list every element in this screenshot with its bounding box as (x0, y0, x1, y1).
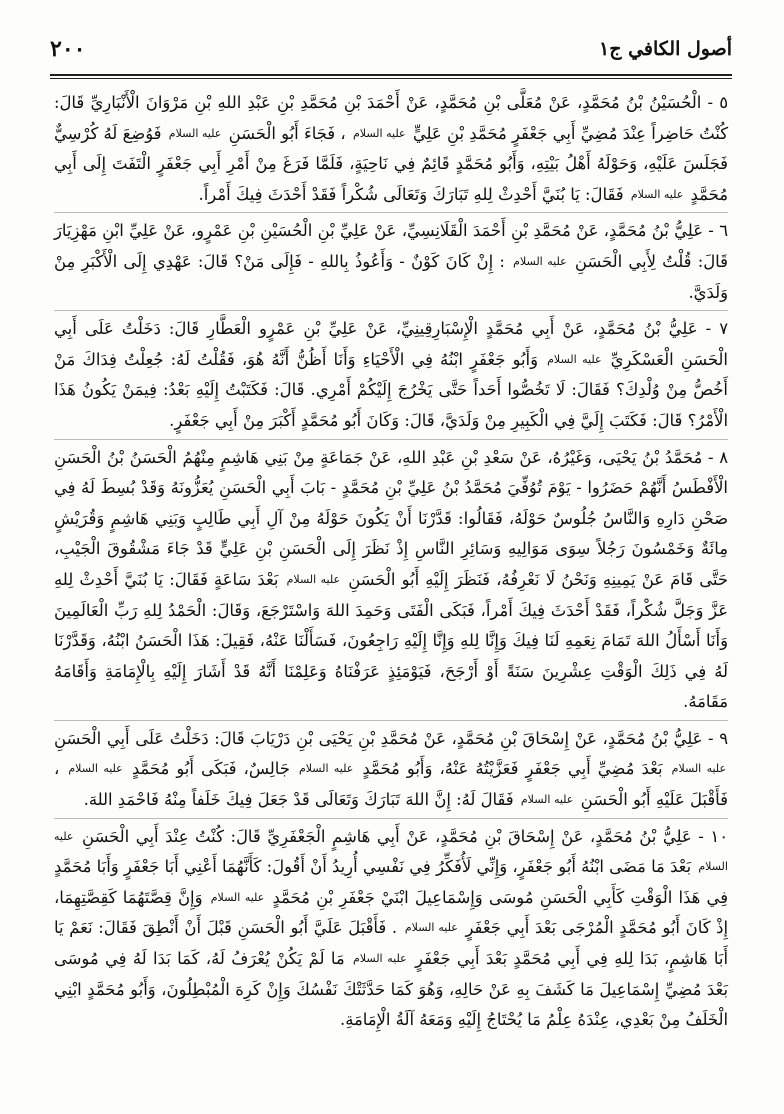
hadith-paragraph (54, 822, 728, 1036)
honorific-mark: عليه السلام (630, 187, 684, 201)
honorific-mark: عليه السلام (168, 126, 222, 140)
hadith-paragraph (54, 314, 728, 436)
hadith-paragraph (54, 443, 728, 718)
text-segment: مَا لَمْ يَكُنْ يُعْرَفُ لَهُ، كَمَا بَدَا لَهُ فِي مُوسَى بَعْدَ مُضِيِّ إِسْمَاعِيلَ مَا كَشَفَ بِهِ عَنْ حَالِهِ، وَهُوَ كَمَا حَدَّثَتْكَ نَفْسُكَ وَإِنْ كَرِهَ الْمُبْطِلُونَ، وَأَبُو مُحَمَّدٍ ابْنِي الْخَلَفُ مِنْ بَعْدِي، عِنْدَهُ عِلْمُ مَا يُحْتَاجُ إِلَيْهِ وَمَعَهُ آلَةُ الْإِمَامَةِ. (54, 949, 728, 1030)
text-segment: ٥ - الْحُسَيْنُ بْنُ مُحَمَّدٍ، عَنْ مُعَلَّى بْنِ مُحَمَّدٍ، عَنْ أَحْمَدَ بْنِ مُحَمَّدِ بْنِ عَبْدِ اللهِ بْنِ مَرْوَانَ الْأَنْبَارِيِّ قَالَ: كُنْتُ حَاضِراً عِنْدَ مُضِيِّ أَبِي جَعْفَرٍ مُحَمَّدِ بْنِ عَلِيٍّ (54, 93, 728, 143)
header-rule (50, 74, 732, 79)
text-segment: ٩ - عَلِيُّ بْنُ مُحَمَّدٍ، عَنْ إِسْحَاقَ بْنِ مُحَمَّدٍ، عَنْ مُحَمَّدِ بْنِ يَحْيَى بْنِ دَرْيَابَ قَالَ: دَخَلْتُ عَلَى أَبِي الْحَسَنِ (54, 728, 728, 748)
paragraph-divider (54, 720, 728, 721)
paragraph-divider (54, 310, 728, 311)
paragraph-divider (54, 818, 728, 819)
text-segment: جَالِسٌ، فَبَكَى أَبُو مُحَمَّدٍ (131, 759, 290, 779)
honorific-mark: عليه السلام (54, 829, 728, 874)
text-segment: وَإِنَّ قِصَّتَهُمَا كَقِصَّتِهِمَا، إِذْ كَانَ أَبُو مُحَمَّدٍ الْمُرْجَى بَعْدَ أَبِي جَعْفَرٍ (54, 887, 729, 938)
running-title: أصول الكافي ج١ (598, 38, 732, 60)
page-number: ٢٠٠ (50, 36, 86, 62)
text-segment: فَقَالَ: يَا بُنَيَّ أَحْدِثْ لِلهِ تَبَارَكَ وَتَعَالَى شُكْراً فَقَدْ أَحْدَثَ فِيكَ أَمْراً. (198, 184, 624, 204)
hadith-paragraph (54, 216, 728, 308)
honorific-mark: عليه السلام (513, 254, 567, 268)
text-segment: بَعْدَ مُضِيِّ أَبِي جَعْفَرٍ فَعَزَّيْتُهُ عَنْهُ، وَأَبُو مُحَمَّدٍ (362, 759, 663, 779)
honorific-mark: عليه السلام (298, 762, 354, 776)
text-segment: ، فَجَاءَ أَبُو الْحَسَنِ (228, 123, 346, 143)
text-segment: ١٠ - عَلِيُّ بْنُ مُحَمَّدٍ، عَنْ إِسْحَاقَ بْنِ مُحَمَّدٍ، عَنْ أَبِي هَاشِمٍ الْجَعْفَرِيِّ قَالَ: كُنْتُ عِنْدَ أَبِي الْحَسَنِ (82, 826, 728, 846)
page-header (50, 36, 732, 72)
paragraph-divider (54, 212, 728, 213)
text-segment: ٧ - عَلِيُّ بْنُ مُحَمَّدٍ، عَنْ أَبِي مُحَمَّدٍ الْإِسْبَارِقِينِيِّ، عَنْ عَلِيِّ بْنِ عَمْرٍو الْعَطَّارِ قَالَ: دَخَلْتُ عَلَى أَبِي الْحَسَنِ الْعَسْكَرِيِّ (54, 319, 728, 369)
honorific-mark: عليه السلام (404, 921, 458, 935)
text-segment: ٦ - عَلِيُّ بْنُ مُحَمَّدٍ، عَنْ مُحَمَّدِ بْنِ أَحْمَدَ الْقَلَانِسِيِّ، عَنْ عَلِيِّ بْنِ الْحُسَيْنِ بْنِ عَمْرٍو، عَنْ عَلِيِّ ابْنِ مَهْزِيَارَ قَالَ: قُلْتُ لِأَبِي الْحَسَنِ (54, 221, 728, 271)
honorific-mark: عليه السلام (547, 352, 602, 366)
honorific-mark: عليه السلام (671, 762, 727, 776)
honorific-mark: عليه السلام (210, 890, 265, 904)
hadith-text (54, 88, 728, 1036)
text-segment: وَأَبُو جَعْفَرٍ ابْنُهُ فِي الْأَحْيَاءِ وَأَنَا أَظُنُّ أَنَّهُ هُوَ، فَقُلْتُ لَهُ: جُعِلْتُ فِدَاكَ مَنْ أَخُصُّ مِنْ وُلْدِكَ؟ فَقَالَ: لَا تَخُصُّوا أَحَداً حَتَّى يَخْرُجَ إِلَيْكُمْ أَمْرِي. قَالَ: فَكَتَبْتُ إِلَيْهِ بَعْدُ: فِيمَنْ يَكُونُ هَذَا الْأَمْرُ؟ قَالَ: فَكَتَبَ إِلَيَّ فِي الْكَبِيرِ مِنْ وَلَدَيَّ، قَالَ: وَكَانَ أَبُو مُحَمَّدٍ أَكْبَرَ مِنْ أَبِي جَعْفَرٍ. (54, 349, 728, 430)
honorific-mark: عليه السلام (520, 793, 574, 807)
honorific-mark: عليه السلام (353, 952, 407, 966)
text-segment: بَعْدَ مَا مَضَى ابْنُهُ أَبُو جَعْفَرٍ، وَإِنِّي لَأُفَكِّرُ فِي نَفْسِي أُرِيدُ أَنْ أَقُولَ: كَأَنَّهُمَا أَعْنِي أَبَا جَعْفَرٍ وَأَبَا مُحَمَّدٍ فِي هَذَا الْوَقْتِ كَأَبِي الْحَسَنِ مُوسَى وَإِسْمَاعِيلَ ابْنَيْ جَعْفَرِ بْنِ مُحَمَّدٍ (54, 857, 729, 907)
text-segment: فَقَالَ لَهُ: إِنَّ اللهَ تَبَارَكَ وَتَعَالَى قَدْ جَعَلَ فِيكَ خَلَفاً مِنْهُ فَاحْمَدِ اللهَ. (83, 790, 514, 810)
paragraph-divider (54, 439, 728, 440)
honorific-mark: عليه السلام (352, 126, 406, 140)
honorific-mark: عليه السلام (286, 572, 341, 586)
text-segment: : إِنْ كَانَ كَوْنٌ - وَأَعُوذُ بِاللهِ - فَإِلَى مَنْ؟ قَالَ: عَهْدِي إِلَى الْأَكْبَرِ مِنْ وَلَدَيَّ. (54, 251, 728, 302)
text-segment: فَوُضِعَ لَهُ كُرْسِيٌّ فَجَلَسَ عَلَيْهِ، وَحَوْلَهُ أَهْلُ بَيْتِهِ، وَأَبُو مُحَمَّدٍ قَائِمٌ فِي نَاحِيَةٍ، فَلَمَّا فَرَغَ مِنْ أَمْرِ أَبِي جَعْفَرٍ الْتَفَتَ إِلَى أَبِي مُحَمَّدٍ (54, 123, 728, 204)
text-segment: . فَأَقْبَلَ عَلَيَّ أَبُو الْحَسَنِ قَبْلَ أَنْ أَنْطِقَ فَقَالَ: نَعَمْ يَا أَبَا هَاشِمٍ، بَدَا لِلهِ فِي أَبِي مُحَمَّدٍ بَعْدَ أَبِي جَعْفَرٍ (54, 918, 728, 969)
text-segment: ، فَأَقْبَلَ عَلَيْهِ أَبُو الْحَسَنِ (54, 759, 728, 810)
hadith-paragraph (54, 724, 728, 816)
text-segment: بَعْدَ سَاعَةٍ فَقَالَ: يَا بُنَيَّ أَحْدِثْ لِلهِ عَزَّ وَجَلَّ شُكْراً، فَقَدْ أَحْدَثَ فِيكَ أَمْراً، فَبَكَى الْفَتَى وَحَمِدَ اللهَ وَاسْتَرْجَعَ، وَقَالَ: الْحَمْدُ لِلهِ رَبِّ الْعَالَمِينَ وَأَنَا أَسْأَلُ اللهَ تَمَامَ نِعَمِهِ لَنَا فِيكَ وَإِنَّا لِلهِ وَإِنَّا إِلَيْهِ رَاجِعُونَ، فَسَأَلْنَا عَنْهُ، فَقِيلَ: هَذَا الْحَسَنُ ابْنُهُ، وَقَدَّرْنَا لَهُ فِي ذَلِكَ الْوَقْتِ عِشْرِينَ سَنَةً أَوْ أَرْجَحَ، فَيَوْمَئِذٍ عَرَفْنَاهُ وَعَلِمْنَا أَنَّهُ قَدْ أَشَارَ إِلَيْهِ بِالْإِمَامَةِ وَأَقَامَهُ مَقَامَهُ. (54, 569, 728, 712)
honorific-mark: عليه السلام (68, 762, 123, 776)
text-segment: ٨ - مُحَمَّدُ بْنُ يَحْيَى، وَغَيْرُهُ، عَنْ سَعْدِ بْنِ عَبْدِ اللهِ، عَنْ جَمَاعَةٍ مِنْ بَنِي هَاشِمٍ مِنْهُمُ الْحَسَنُ بْنُ الْحَسَنِ الْأَفْطَسُ أَنَّهُمْ حَضَرُوا - يَوْمَ تُوُفِّيَ مُحَمَّدُ بْنُ عَلِيِّ بْنِ مُحَمَّدٍ - بَابَ أَبِي الْحَسَنِ يُعَزُّونَهُ وَقَدْ بُسِطَ لَهُ فِي صَحْنِ دَارِهِ وَالنَّاسُ جُلُوسٌ حَوْلَهُ، فَقَالُوا: قَدَّرْنَا أَنْ يَكُونَ حَوْلَهُ مِنْ آلِ أَبِي طَالِبٍ وَبَنِي هَاشِمٍ وَقُرَيْشٍ مِائَةٌ وَخَمْسُونَ رَجُلاً سِوَى مَوَالِيهِ وَسَائِرِ النَّاسِ إِذْ نَظَرَ إِلَى الْحَسَنِ بْنِ عَلِيٍّ قَدْ جَاءَ مَشْقُوقَ الْجَيْبِ، حَتَّى قَامَ عَنْ يَمِينِهِ وَنَحْنُ لَا نَعْرِفُهُ، فَنَظَرَ إِلَيْهِ أَبُو الْحَسَنِ (54, 447, 728, 589)
hadith-paragraph (54, 88, 728, 210)
